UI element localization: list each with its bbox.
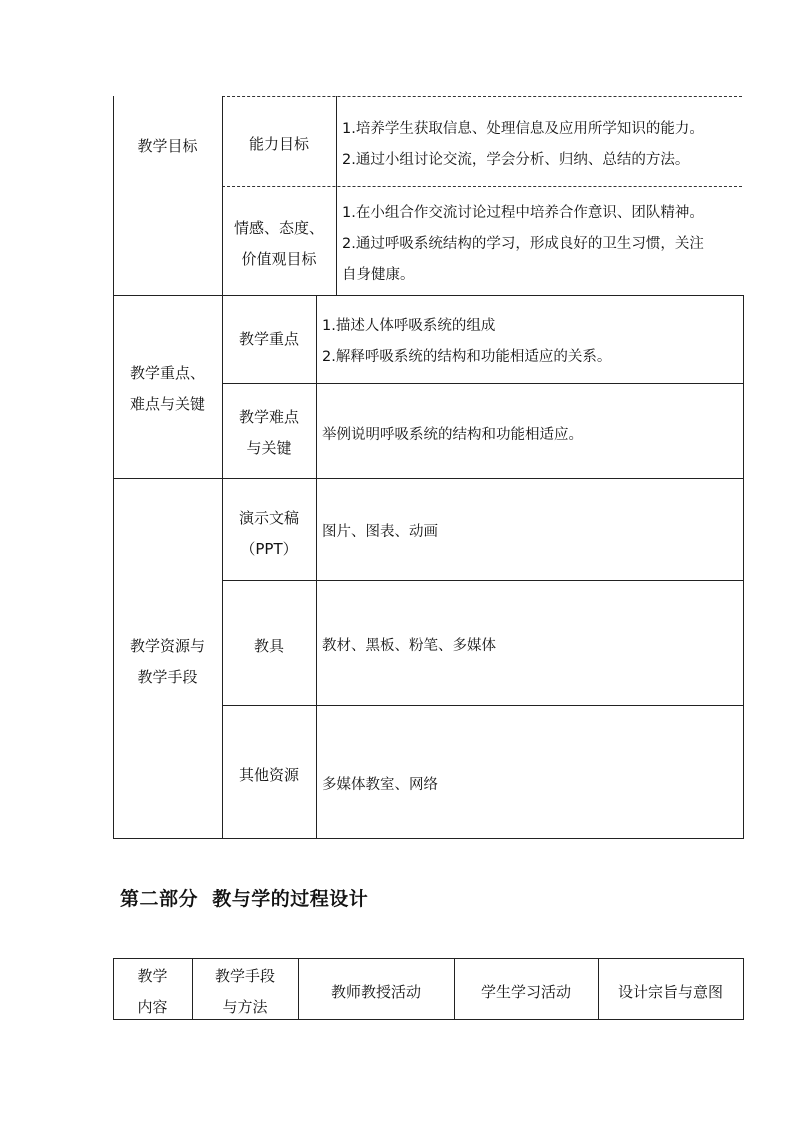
process-table-border-right	[743, 958, 744, 1020]
emotion-goal-content	[342, 198, 742, 291]
row-divider-tools-other	[222, 705, 743, 706]
table-border-right	[743, 295, 744, 839]
emotion-goal-line: 1.在小组合作交流讨论过程中培养合作意识、团队精神。	[342, 205, 704, 221]
teaching-tools-content: 教材、黑板、粉笔、多媒体	[322, 638, 496, 654]
column-divider-lower	[316, 295, 317, 839]
column-divider-objectives	[336, 96, 337, 295]
row-divider-keypoints-resources	[113, 478, 743, 479]
teaching-tools-label: 教具	[253, 637, 284, 655]
section-heading: 第二部分 教与学的过程设计	[120, 888, 369, 910]
row-divider-objectives-keypoints	[113, 295, 743, 296]
table-border-left	[113, 96, 114, 839]
ppt-label: 演示文稿 （PPT）	[238, 509, 299, 558]
ppt-content: 图片、图表、动画	[322, 524, 438, 540]
teaching-difficulty-content: 举例说明呼吸系统的结构和功能相适应。	[322, 427, 583, 443]
ability-goal-line: 1.培养学生获取信息、处理信息及应用所学知识的能力。	[342, 121, 704, 137]
teaching-difficulty-label: 教学难点 与关键	[238, 408, 299, 457]
teaching-focus-label: 教学重点	[238, 329, 299, 348]
category-key-points: 教学重点、 难点与关键	[129, 364, 205, 413]
row-divider-ppt-tools	[222, 580, 743, 581]
teaching-focus-line: 1.描述人体呼吸系统的组成	[322, 318, 496, 334]
row-divider-focus-difficulty	[222, 383, 743, 384]
category-resources: 教学资源与 教学手段	[129, 637, 205, 686]
header-student-activity: 学生学习活动	[480, 982, 571, 1001]
emotion-goal-line: 2.通过呼吸系统结构的学习，形成良好的卫生习惯，关注	[342, 236, 704, 252]
teaching-focus-line: 2.解释呼吸系统的结构和功能相适应的关系。	[322, 349, 612, 365]
header-design-purpose: 设计宗旨与意图	[617, 982, 723, 1001]
emotion-goal-label: 情感、态度、 价值观目标	[233, 219, 324, 268]
teaching-focus-content	[322, 311, 742, 373]
table-border-bottom	[113, 838, 743, 839]
ability-goal-label: 能力目标	[248, 135, 309, 153]
emotion-goal-line: 自身健康。	[342, 267, 415, 283]
category-objectives: 教学目标	[137, 136, 198, 155]
ability-goal-content	[342, 114, 742, 176]
process-table-border-top	[113, 958, 743, 959]
header-teacher-activity: 教师教授活动	[330, 982, 421, 1001]
header-teaching-method: 教学手段 与方法	[214, 967, 275, 1016]
ability-goal-line: 2.通过小组讨论交流，学会分析、归纳、总结的方法。	[342, 152, 690, 168]
column-divider-category	[222, 96, 223, 839]
other-resources-content: 多媒体教室、网络	[322, 777, 438, 793]
other-resources-label: 其他资源	[238, 766, 299, 784]
header-teaching-content: 教学 内容	[137, 967, 168, 1016]
